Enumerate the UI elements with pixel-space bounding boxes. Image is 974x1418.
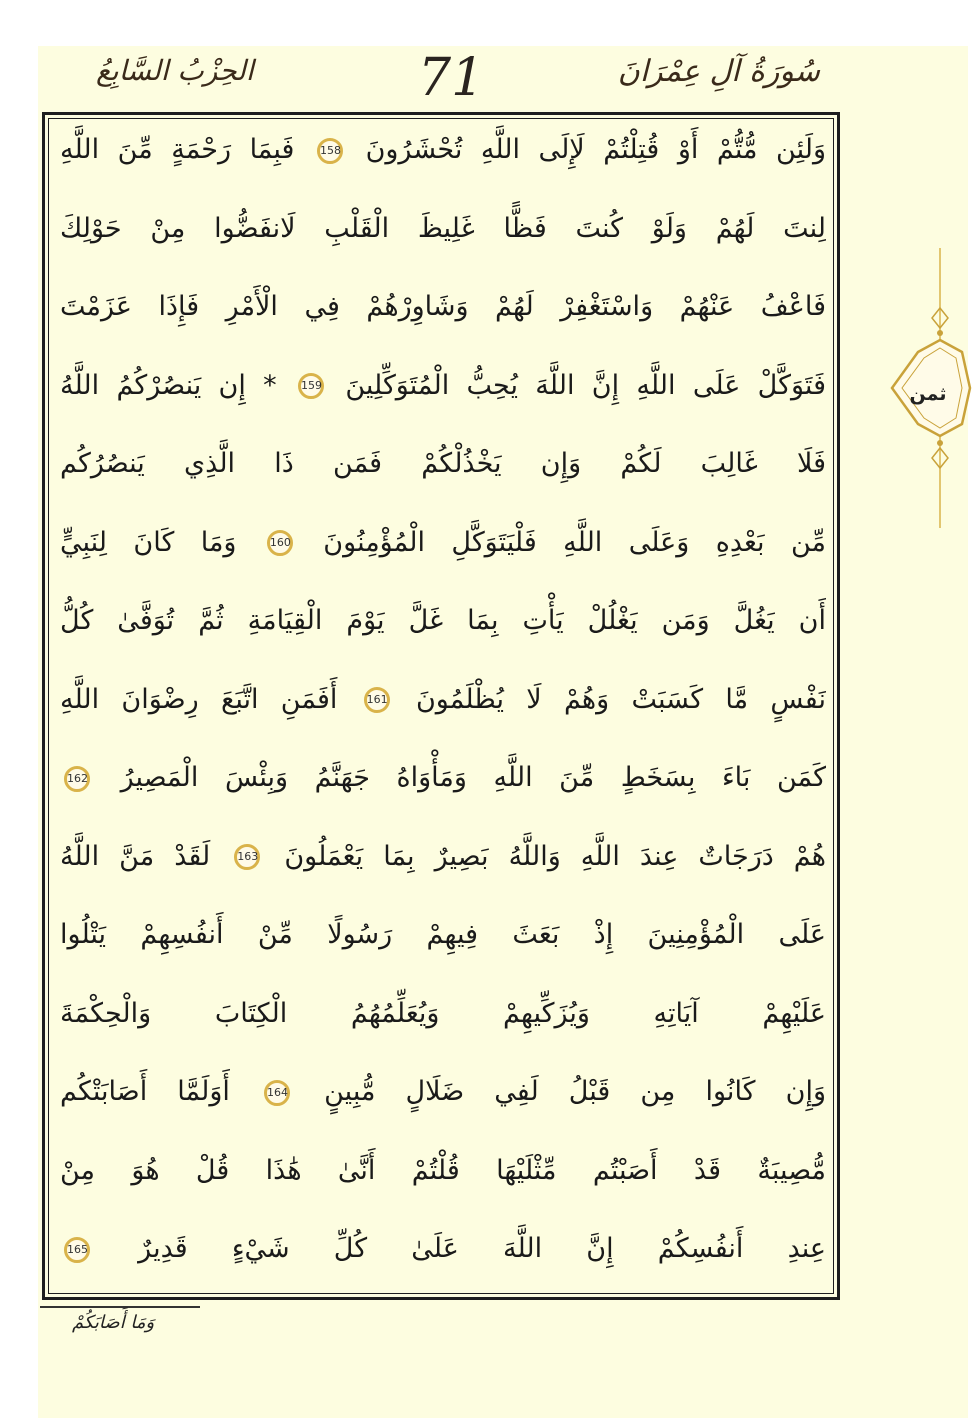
quarter-marker: ثمن: [909, 383, 947, 405]
text-line: [60, 277, 826, 337]
verse-text: أَن يَغُلَّ وَمَن يَغْلُلْ يَأْتِ بِمَا غَلَّ يَوْمَ الْقِيَامَةِ ثُمَّ تُوَفَّىٰ كُلُّ: [60, 605, 826, 636]
footer-rule: [40, 1306, 200, 1309]
surah-title: سُورَةُ آلِ عِمْرَانَ: [617, 54, 820, 89]
verse-text: وَإِن كَانُوا مِن قَبْلُ لَفِي ضَلَالٍ مُّبِينٍ: [324, 1076, 826, 1107]
verse-text: نَفْسٍ مَّا كَسَبَتْ وَهُمْ لَا يُظْلَمُونَ: [415, 683, 826, 715]
text-line: [60, 199, 826, 259]
ayah-number-marker: 162: [64, 766, 90, 792]
text-line: [60, 670, 826, 730]
text-line: [60, 905, 826, 965]
text-line: [60, 827, 826, 887]
text-line: [60, 748, 826, 808]
page-number: 71: [418, 48, 485, 108]
verse-text: عَلَى الْمُؤْمِنِينَ إِذْ بَعَثَ فِيهِمْ رَسُولًا مِّنْ أَنفُسِهِمْ يَتْلُوا: [60, 919, 826, 950]
text-line: [60, 356, 826, 416]
verse-text: أَفَمَنِ اتَّبَعَ رِضْوَانَ اللَّهِ: [60, 683, 338, 715]
verse-text: لِنتَ لَهُمْ وَلَوْ كُنتَ فَظًّا غَلِيظَ الْقَلْبِ لَانفَضُّوا مِنْ حَوْلِكَ: [60, 212, 826, 244]
text-line: [60, 984, 826, 1044]
verse-text: أَوَلَمَّا أَصَابَتْكُم: [60, 1076, 230, 1107]
verse-text: مُّصِيبَةٌ قَدْ أَصَبْتُم مِّثْلَيْهَا قُلْتُمْ أَنَّىٰ هَٰذَا قُلْ هُوَ مِنْ: [60, 1154, 826, 1186]
verse-text: فَتَوَكَّلْ عَلَى اللَّهِ إِنَّ اللَّهَ يُحِبُّ الْمُتَوَكِّلِينَ: [345, 369, 826, 401]
verse-text: * إِن يَنصُرْكُمُ اللَّهُ: [60, 369, 277, 401]
verse-text: كَمَن بَاءَ بِسَخَطٍ مِّنَ اللَّهِ وَمَأْوَاهُ جَهَنَّمُ وَبِئْسَ الْمَصِيرُ: [120, 762, 826, 793]
catchword: وَمَا أَصَابَكُمْ: [72, 1312, 155, 1333]
verse-text: هُمْ دَرَجَاتٌ عِندَ اللَّهِ وَاللَّهُ بَصِيرٌ بِمَا يَعْمَلُونَ: [284, 840, 826, 872]
verse-text: فَبِمَا رَحْمَةٍ مِّنَ اللَّهِ: [60, 134, 295, 165]
ayah-number-marker: 158: [317, 138, 343, 164]
verse-text: مِّن بَعْدِهِ وَعَلَى اللَّهِ فَلْيَتَوَكَّلِ الْمُؤْمِنُونَ: [323, 526, 826, 558]
verse-text: فَلَا غَالِبَ لَكُمْ وَإِن يَخْذُلْكُمْ فَمَن ذَا الَّذِي يَنصُرُكُم: [60, 448, 826, 479]
text-line: [60, 1141, 826, 1201]
verse-text: لَقَدْ مَنَّ اللَّهُ: [60, 840, 211, 872]
text-line: [60, 1219, 826, 1279]
ayah-number-marker: 161: [364, 687, 390, 713]
text-line: [60, 1062, 826, 1122]
text-line: [60, 513, 826, 573]
text-line: [60, 591, 826, 651]
verse-text: عِندِ أَنفُسِكُمْ إِنَّ اللَّهَ عَلَىٰ كُلِّ شَيْءٍ قَدِيرٌ: [138, 1233, 826, 1264]
ayah-number-marker: 163: [234, 844, 260, 870]
text-line: [60, 434, 826, 494]
text-line: [60, 120, 826, 180]
ayah-number-marker: 159: [298, 373, 324, 399]
verse-text: وَلَئِن مُّتُّمْ أَوْ قُتِلْتُمْ لَإِلَى اللَّهِ تُحْشَرُونَ: [365, 134, 826, 165]
ayah-number-marker: 164: [264, 1080, 290, 1106]
verse-text: عَلَيْهِمْ آيَاتِهِ وَيُزَكِّيهِمْ وَيُعَلِّمُهُمُ الْكِتَابَ وَالْحِكْمَةَ: [60, 997, 826, 1029]
verse-text: فَاعْفُ عَنْهُمْ وَاسْتَغْفِرْ لَهُمْ وَشَاوِرْهُمْ فِي الْأَمْرِ فَإِذَا عَزَمْتَ: [60, 291, 826, 322]
ayah-number-marker: 165: [64, 1237, 90, 1263]
page-header: [38, 48, 830, 110]
ayah-number-marker: 160: [267, 530, 293, 556]
hizb-label: الحِزْبُ السَّابِعُ: [96, 54, 254, 87]
verse-text: وَمَا كَانَ لِنَبِيٍّ: [60, 526, 237, 558]
